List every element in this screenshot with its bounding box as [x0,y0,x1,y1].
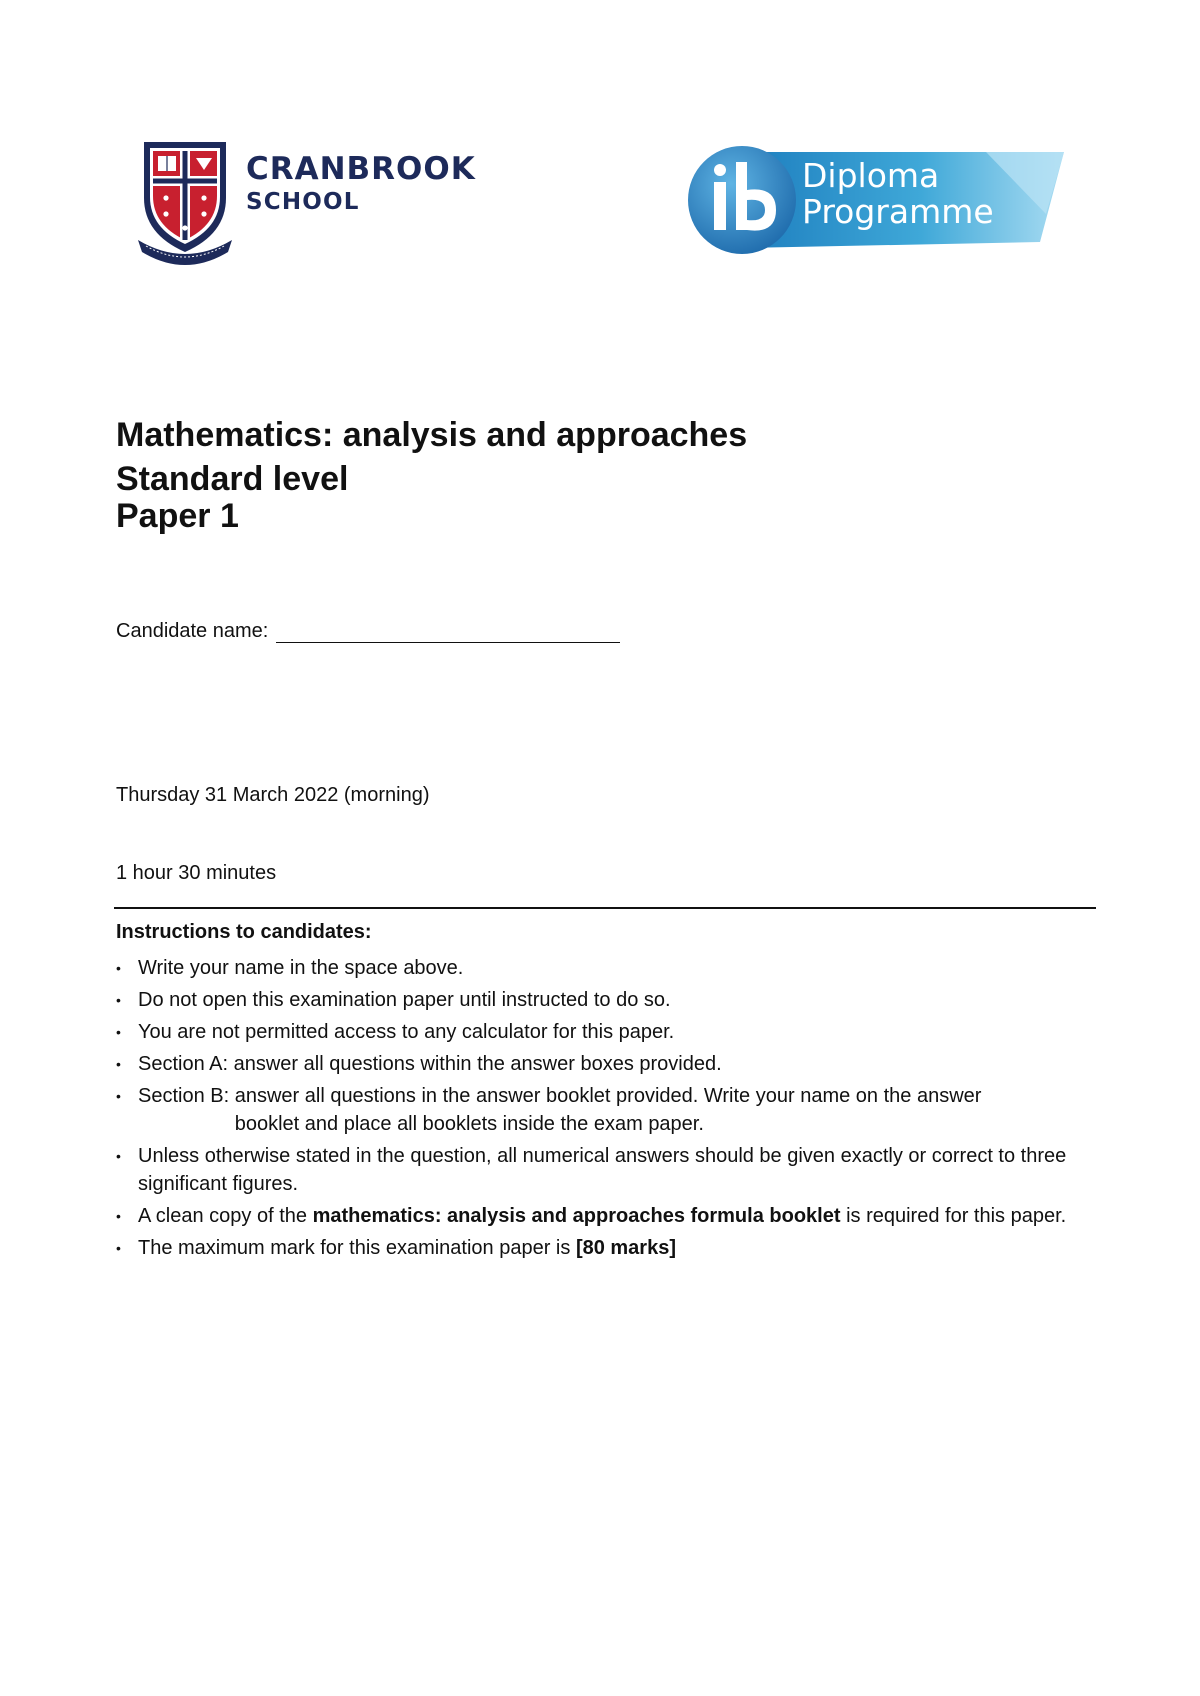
instruction-item-formula [116,1202,1098,1230]
section-b-line2: booklet and place all booklets inside the exam paper. [234,1113,704,1135]
instructions-section [116,918,1098,1266]
ib-programme-text [802,158,994,230]
section-b-text [235,1082,1098,1138]
instructions-heading: Instructions to candidates: [116,921,372,943]
instruction-item: • Do not open this examination paper until instructed to do so. [116,986,1098,1014]
exam-duration: 1 hour 30 minutes [116,862,277,884]
paper-title: Paper 1 [116,497,239,535]
instruction-item: • Unless otherwise stated in the question, all numerical answers should be given exactly or correct to three significant figures. [116,1142,1098,1198]
ib-diploma-logo [686,144,1066,256]
instructions-list [116,954,1098,1262]
subject-title: Mathematics: analysis and approaches [116,416,748,454]
exam-date: Thursday 31 March 2022 (morning) [116,784,430,806]
ib-line2: Programme [802,192,994,231]
formula-prefix: A clean copy of the [138,1205,313,1227]
section-b-line1: answer all questions in the answer booklet provided. Write your name on the answer [234,1085,982,1107]
school-name-line1: CRANBROOK [246,151,476,187]
section-b-label: • Section B: [138,1085,235,1107]
instruction-item: • Write your name in the space above. [116,954,1098,982]
max-mark-prefix: The maximum mark for this examination paper is [138,1237,576,1259]
level-title: Standard level [116,460,349,498]
instruction-item-max-mark [116,1234,1098,1262]
instruction-item: • Section A: answer all questions within the answer boxes provided. [116,1050,1098,1078]
cranbrook-school-logo [136,136,496,266]
candidate-name-line[interactable] [276,624,620,643]
candidate-name-field [116,620,620,643]
cranbrook-wordmark [246,151,476,215]
school-name-line2: SCHOOL [246,189,360,215]
cranbrook-crest-icon [136,136,234,266]
ib-line1: Diploma [802,156,940,195]
candidate-name-label: Candidate name: [116,620,269,642]
formula-booklet-name: mathematics: analysis and approaches formula booklet [312,1205,841,1227]
divider [114,907,1096,909]
formula-suffix: is required for this paper. [840,1205,1067,1227]
exam-title-block [116,418,747,533]
instruction-item-section-b [116,1082,1098,1138]
max-mark-value: [80 marks] [575,1237,676,1259]
instruction-item: • You are not permitted access to any calculator for this paper. [116,1018,1098,1046]
